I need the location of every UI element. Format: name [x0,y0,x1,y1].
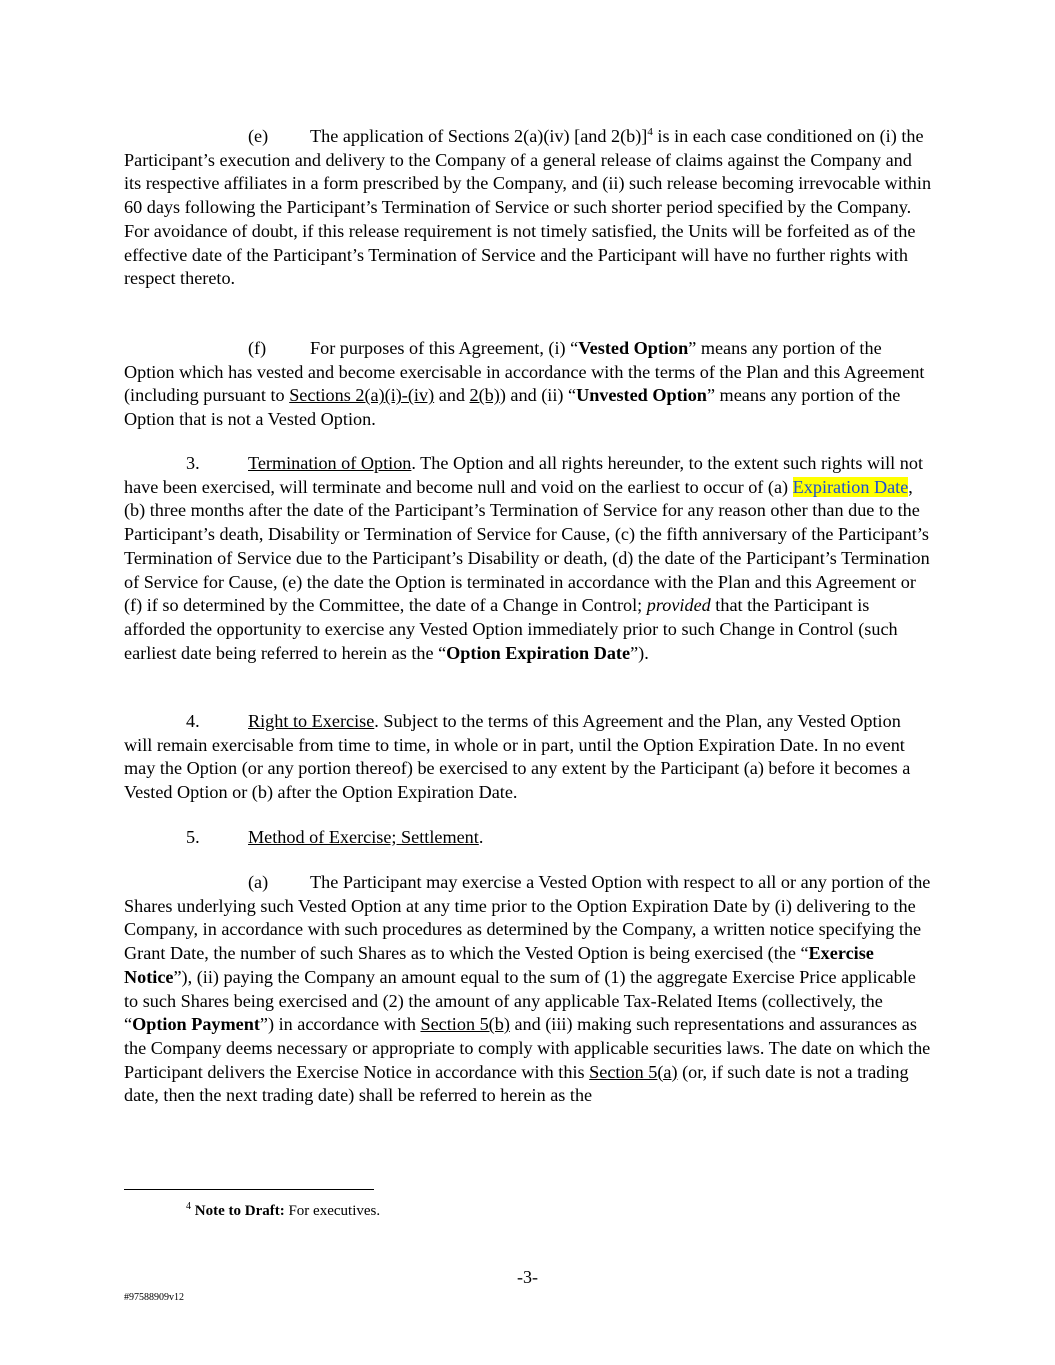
defined-term: Option Expiration Date [446,642,631,663]
footnote-label: Note to Draft: [194,1203,285,1219]
paragraph-label: (f) [248,338,267,358]
section-number: 5. [186,827,200,847]
section-reference[interactable]: Section 5(a) [589,1061,678,1082]
defined-term: Vested Option [578,338,689,358]
section-heading: Method of Exercise; Settlement [248,827,479,847]
footnote-number: 4 [186,1201,191,1212]
paragraph-label: (e) [248,126,269,146]
defined-term: Exercise Notice [124,943,874,987]
page-number: -3- [517,1267,538,1287]
section-5: 5. Method of Exercise; Settlement. [124,826,932,850]
footnote [186,1201,380,1221]
section-reference[interactable]: Section 5(b) [420,1014,510,1035]
footnote-ref[interactable]: 4 [647,125,653,138]
defined-term: Unvested Option [576,385,707,406]
paragraph-2f: (f) For purposes of this Agreement, (i) “Vested Option” means any portion of the Option which has vested and become exercisable in accordance with the terms of the Plan and this Agreement (including pursuant to Sections 2(a)(i)-(iv) and 2(b)) and (ii) “Unvested Option” means any portion of the Option that is not a Vested Option. [124,338,925,430]
footnote-text: For executives. [284,1203,381,1219]
section-3: 3. Termination of Option. The Option and all rights hereunder, to the extent such rights will not have been exercised, will terminate and become null and void on the earliest to occur of (a) Expiration Date, (b) three months after the date of the Participant’s Termination of Service for any reason other than due to the Participant’s death, Disability or Termination of Service for Cause, (c) the fifth anniversary of the Participant’s Termination of Service due to the Participant’s Disability or death, (d) the date of the Participant’s Termination of Service for Cause, (e) the date the Option is terminated in accordance with the Plan and this Agreement or (f) if so determined by the Committee, the date of a Change in Control; provided that the Participant is afforded the opportunity to exercise any Vested Option immediately prior to such Change in Control (such earliest date being referred to herein as the “Option Expiration Date”). [124,453,930,663]
section-number: 4. [186,711,200,731]
paragraph-5a: (a) The Participant may exercise a Vested Option with respect to all or any portion of the Shares underlying such Vested Option at any time prior to the Option Expiration Date by (i) delivering to the Company, in accordance with such procedures as determined by the Company, a written notice specifying the Grant Date, the number of such Shares as to which the Vested Option is being exercised (the “Exercise Notice”), (ii) paying the Company an amount equal to the sum of (1) the aggregate Exercise Price applicable to such Shares being exercised and (2) the amount of any applicable Tax-Related Items (collectively, the “Option Payment”) in accordance with Section 5(b) and (iii) making such representations and assurances as the Company deems necessary or appropriate to comply with applicable securities laws. The date on which the Participant delivers the Exercise Notice in accordance with this Section 5(a) (or, if such date is not a trading date, then the next trading date) shall be referred to herein as the [124,872,931,1106]
defined-term: Option Payment [132,1014,260,1035]
section-reference[interactable]: Sections 2(a)(i)-(iv) [289,385,435,406]
section-heading: Termination of Option [248,453,412,473]
section-heading: Right to Exercise [248,711,375,731]
section-reference[interactable]: 2(b) [469,385,500,406]
highlighted-text[interactable]: Expiration Date [792,476,909,497]
paragraph-label: (a) [248,872,269,892]
paragraph-2e: (e) The application of Sections 2(a)(iv) [and 2(b)]$^4$ is in each case conditioned on (i) the Participant’s execution and delivery to the Company of a general release of claims against the Company and its respective affiliates in a form prescribed by the Company, and (ii) such release becoming irrevocable within 60 days following the Participant’s Termination of Service or such shorter period specified by the Company. For avoidance of doubt, if this release requirement is not timely satisfied, the Units will be forfeited as of the effective date of the Participant’s Termination of Service and the Participant will have no further rights with respect thereto. [124,125,932,289]
document-id: #97588909v12 [124,1292,184,1303]
section-4: 4. Right to Exercise. Subject to the terms of this Agreement and the Plan, any Vested Option will remain exercisable from time to time, in whole or in part, until the Option Expiration Date. In no event may the Option (or any portion thereof) be exercised to any extent by the Participant (a) before it becomes a Vested Option or (b) after the Option Expiration Date. [124,711,911,803]
footnote-separator [124,1189,374,1190]
section-number: 3. [186,453,200,473]
